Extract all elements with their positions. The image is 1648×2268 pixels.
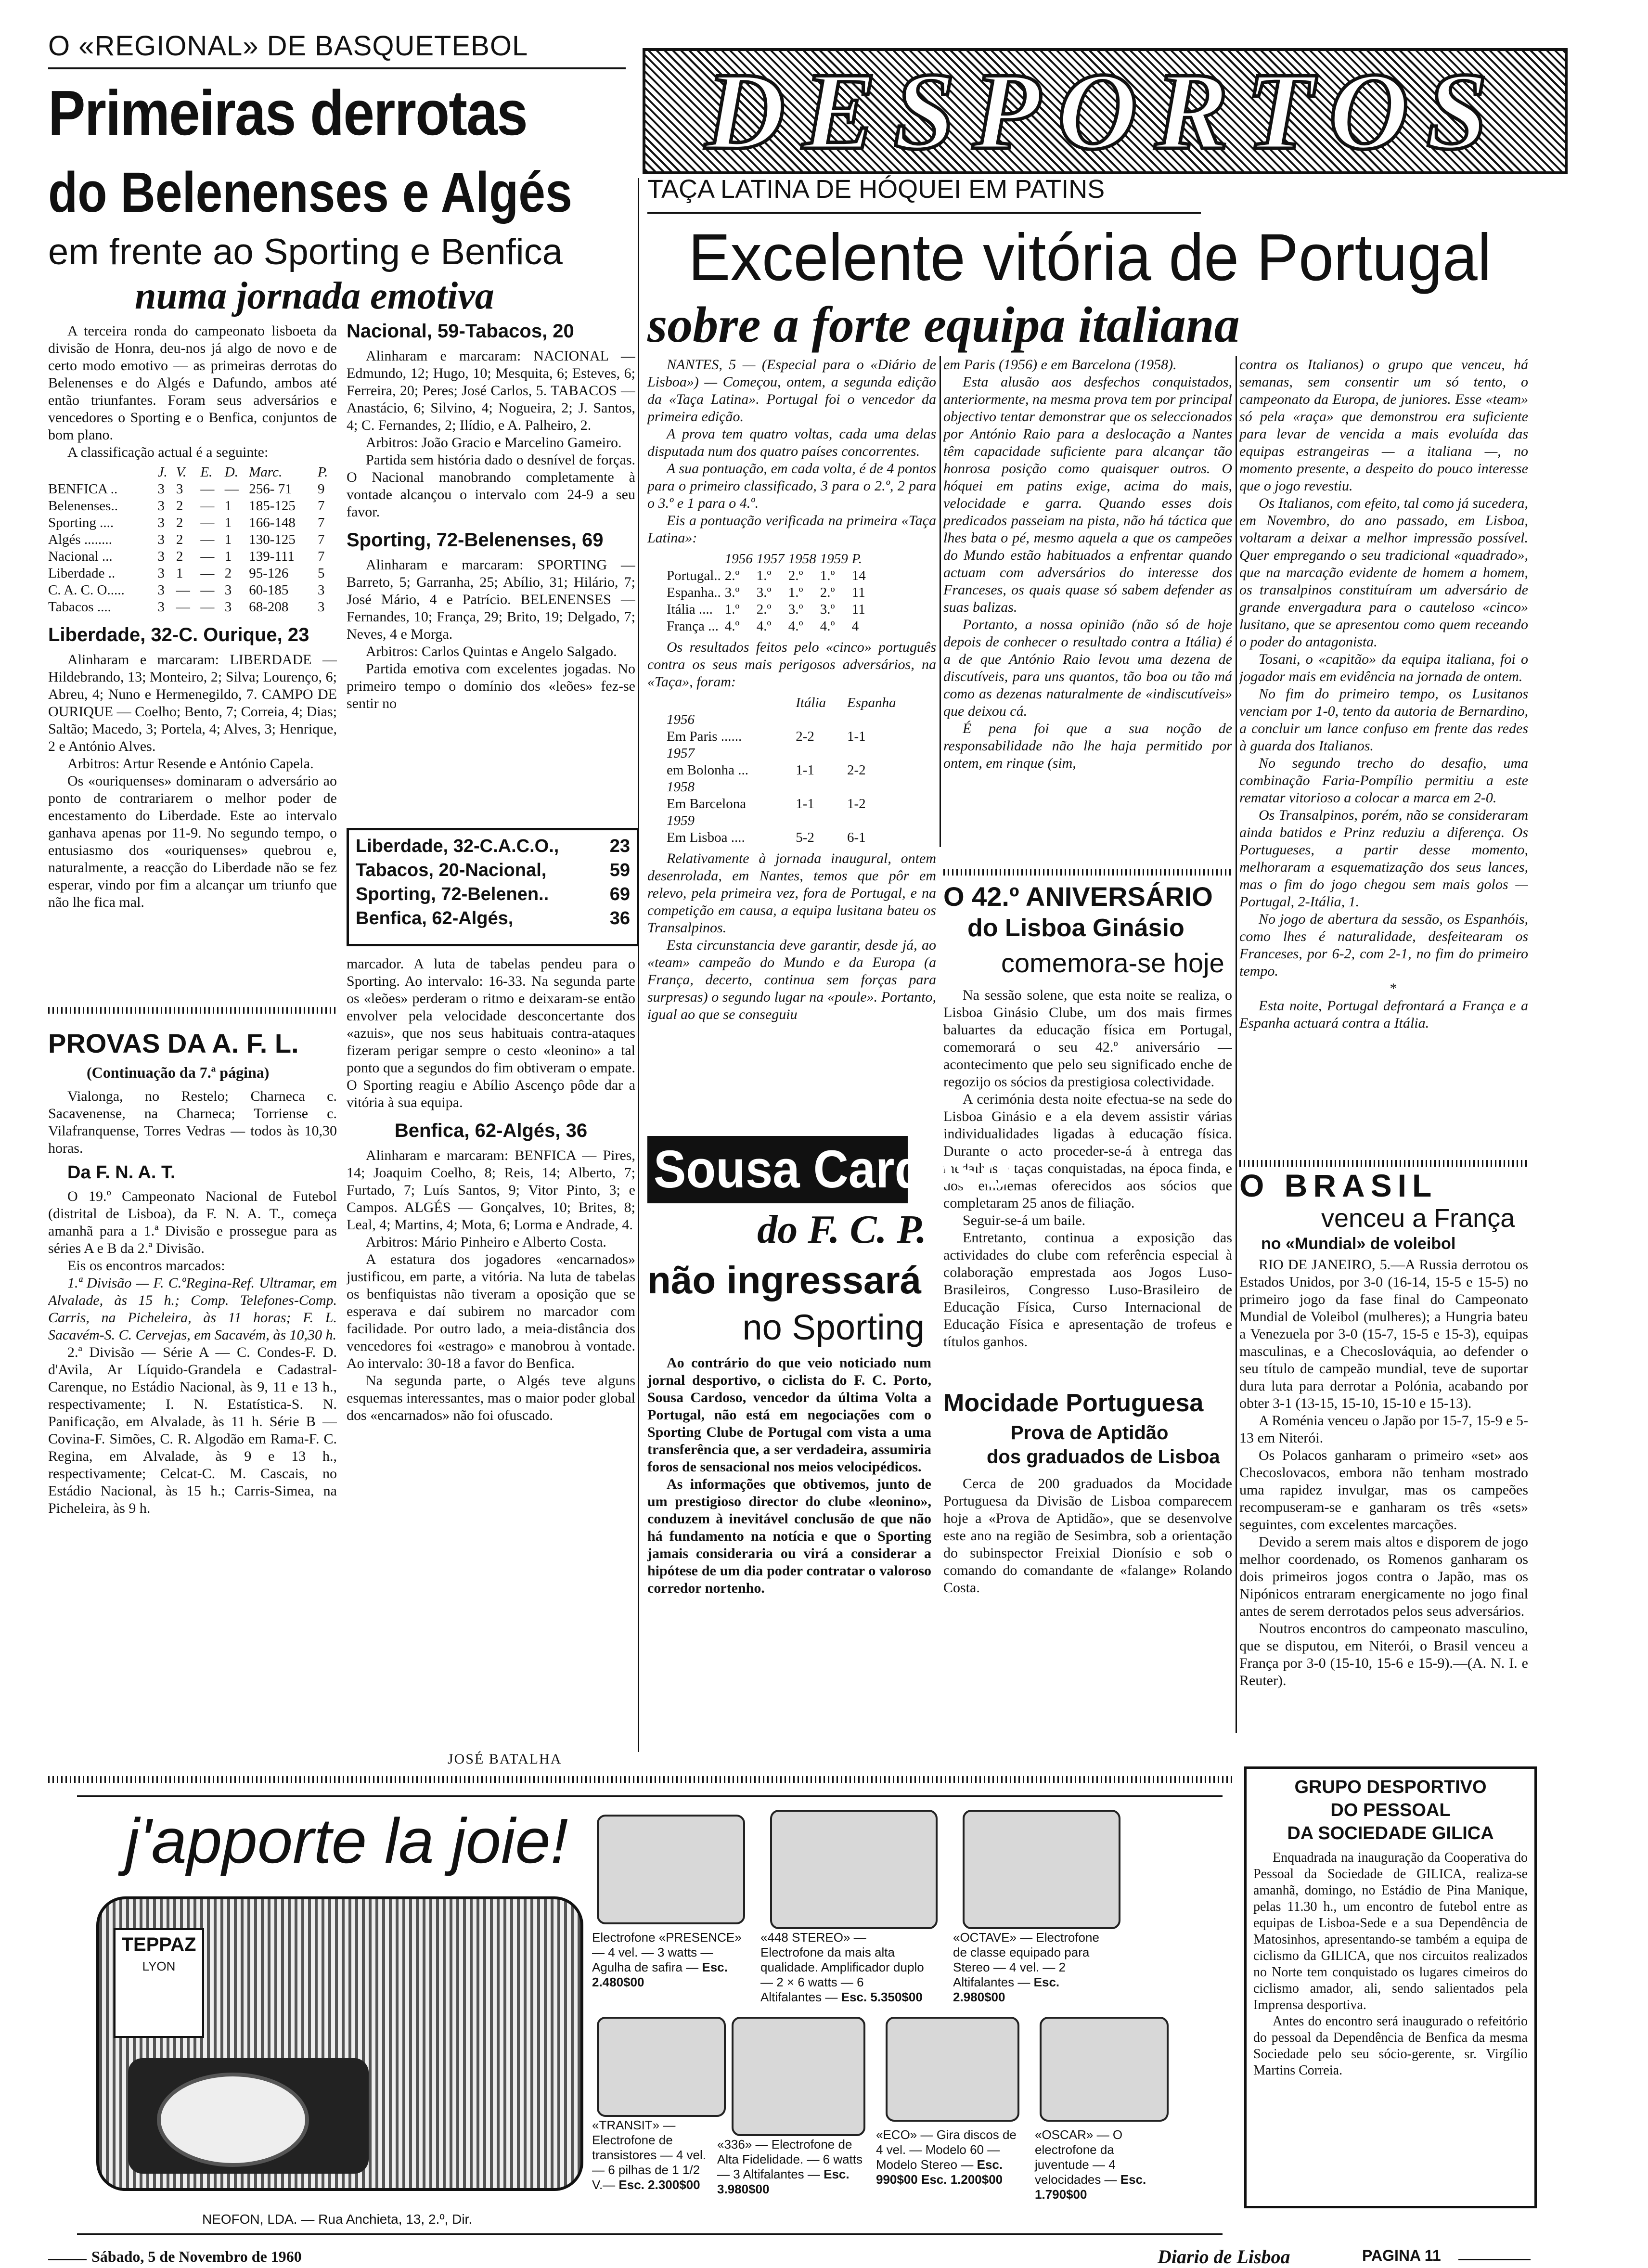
sporting-referees: Arbitros: Carlos Quintas e Angelo Salgado. (366, 644, 617, 659)
basket-intro: A terceira ronda do campeonato lisboeta da divisão de Honra, deu-nos já algo de novo e de certo modo emotivo — as primeiras derrotas do Belenenses e do Algés e Dafundo, ambos até então triunfantes. Foram seus adversários e vencedores o Sporting e o Benfica, conjuntos de bom plano. (48, 323, 337, 443)
brasil-sub-2: no «Mundial» de voleibol (1261, 1235, 1456, 1253)
cardoso-body (647, 1354, 931, 1597)
class-row: C. A. C. O..... 3 — — 3 60-185 3 (48, 582, 325, 598)
result-row: Liberdade, 32-C.A.C.O., 23 (356, 836, 630, 856)
brasil-text-5: Noutros encontros do campeonato masculino, que se disputou, em Niterói, o Brasil venceu a França por 3-0 (15-10, 15-6 e 15-9).—(A. N. I. e Reuter). (1239, 1621, 1528, 1688)
class-table (48, 464, 337, 616)
brand-logo: TEPPAZ LYON (114, 1928, 204, 2038)
kicker-rule (48, 67, 626, 69)
benfica-lineup: Alinharam e marcaram: BENFICA — Pires, 14; Joaquim Coelho, 8; Reis, 14; Alberto, 7; Furtado, 7; Luís Santos, 9; Vitor Pinto, 3; e Campos. ALGÉS — Gonçalves, 10; Brites, 8; Leal, 4; Martins, 4; Mota, 6; Lorma e Andrade, 4. (347, 1147, 635, 1233)
class-row: Tabacos .... 3 — — 3 68-208 3 (48, 599, 325, 615)
afl-sub: (Continuação da 7.ª página) (87, 1064, 270, 1081)
res-row: 1958 (667, 779, 695, 795)
col-divider (1236, 356, 1237, 1733)
masthead-title: DESPORTOS (705, 50, 1505, 172)
taca-c1f: Relativamente à jornada inaugural, ontem desenrolada, em Nantes, temos que pôr em relevo, pela primeira vez, fora de Portugal, e na competição em causa, a equipa lusitana bateu os Transalpinos. (647, 850, 936, 936)
product-eco: «ECO» — Gira discos de 4 vel. — Modelo 60 — Modelo Stereo — Esc. 990$00 Esc. 1.200$00 (876, 2127, 1017, 2187)
ad-separator (48, 1776, 1232, 1783)
aniv-title-3: comemora-se hoje (1001, 948, 1224, 978)
cardoso-h2: do F. C. P. (757, 1207, 927, 1252)
res-header: Itália Espanha (796, 695, 896, 710)
taca-c1a: NANTES, 5 — (Especial para o «Diário de Lisboa») — Começou, ontem, a segunda edição da «Taça Latina». Portugal foi o vencedor da primeira edição. (647, 357, 936, 425)
fnat-text4: 2.ª Divisão — Série A — C. Condes-F. D. d'Avila, Ar Líquido-Grandela e Cadastral-Carenque, no Estádio Nacional, às 9, 11 e 13 h., respectivamente; I. N. Estatística-S. N. Panificação, em Alvalade, às 11 h. Série B — Covina-F. Simões, C. R. Algodão em Rama-F. C. Regina, em Alvalade, às 9 e 13 h., respectivamente; Celcat-C. M. Cascais, no Estádio Nacional, às 15 h.; Carris-Simea, na Picheleira, às 9 h. (48, 1344, 337, 1516)
taca-results-table (667, 695, 927, 846)
liberdade-report: Os «ouriquenses» dominaram o adversário ao ponto de contrariarem o melhor poder de encestamento do Liberdade. Este ao intervalo ganhava apenas por 11-9. No segundo tempo, o entusiasmo dos «ouriquenses» quebrou e, naturalmente, a reacção do Liberdade não se fez esperar, vindo por fim a alcançar um triunfo que não lhe fica mal. (48, 773, 337, 910)
product-transit-image (597, 2017, 726, 2117)
gilica-title: GRUPO DESPORTIVO (1294, 1777, 1487, 1797)
fnat-title: Da F. N. A. T. (67, 1162, 176, 1183)
afl-column (48, 1088, 337, 1762)
footer-date: Sábado, 5 de Novembro de 1960 (91, 2248, 302, 2265)
taca-c1b: A prova tem quatro voltas, cada uma delas disputada num dos quatro países concorrentes. (647, 426, 936, 459)
class-row: Nacional ... 3 2 — 1 139-111 7 (48, 549, 325, 564)
left-separator (48, 1007, 337, 1014)
footer-page: PAGINA 11 (1362, 2247, 1441, 2264)
basquetebol-kicker: O «REGIONAL» DE BASQUETEBOL (48, 30, 528, 62)
product-octave: «OCTAVE» — Electrofone de classe equipado para Stereo — 4 vel. — 2 Altifalantes — Esc. 2.980$00 (953, 1930, 1099, 2004)
teppaz-ad (77, 1800, 1223, 2233)
col-divider (638, 178, 639, 1752)
benfica-title: Benfica, 62-Algés, 36 (394, 1120, 588, 1141)
gilica-box (1244, 1766, 1537, 2208)
aniv-t4: Entretanto, continua a exposição das actividades do clube com referência especial à colaboração emprestada aos Jogos Luso-Brasileiros, Congresso Luso-Brasileiro de Educação Física, Curso Internacional de Educação Física e apresentação de trofeus e títulos ganhos. (943, 1230, 1232, 1350)
pts-row: França ... 4.º 4.º 4.º 4.º 4 (667, 619, 859, 634)
class-header-row: J. V. E. D. Marc. P. (157, 464, 328, 480)
taca-c3c: Tosani, o «capitão» da equipa italiana, foi o jogador mais em evidência na jornada de ontem. (1239, 651, 1528, 684)
product-448: «448 STEREO» — Electrofone da mais alta qualidade. Amplificador duplo — 2 × 6 watts — 6 Altifalantes — Esc. 5.350$00 (760, 1930, 924, 2004)
basket-mid-column (347, 318, 635, 813)
taca-c1e: Os resultados feitos pelo «cinco» português contra os seus mais perigosos adversários, na «Taça», foram: (647, 639, 936, 690)
brasil-title: O BRASIL (1239, 1168, 1438, 1203)
taca-c3f: Os Transalpinos, porém, não se consideraram ainda batidos e Prinz reduziu a diferença. Os Portugueses, a partir desse momento, melhoraram a esquematização dos seus lances, mas o fim do jogo chegou sem mais golos — Portugal, 2-Itália, 1. (1239, 807, 1528, 910)
taca-col-2 (943, 356, 1232, 862)
class-row: Sporting .... 3 2 — 1 166-148 7 (48, 515, 325, 530)
mocidade-text: Cerca de 200 graduados da Mocidade Portuguesa da Divisão de Lisboa comparecem hoje a «Prova de Aptidão», que se desenvolve este ano na região de Sesimbra, sob a orientação do subinspector Freixial Dionísio e sob o comando do comandante de «falange» Rolando Costa. (943, 1476, 1232, 1596)
res-row: 1957 (667, 746, 695, 761)
afl-title: PROVAS DA A. F. L. (48, 1028, 299, 1058)
cardoso-h1: Sousa Cardoso (647, 1136, 908, 1203)
nacional-lineup: Alinharam e marcaram: NACIONAL — Edmundo, 12; Hugo, 10; Mesquita, 6; Esteves, 6; Ferreira, 20; Peres; José Carlos, 5. TABACOS — Anastácio, 6; Silvino, 4; Nogueira, 2; J. Santos, 4; C. Fernandes, 2; Ilídio, e A. Palheiro, 2. (347, 348, 635, 433)
pts-row: Itália .... 1.º 2.º 3.º 3.º 11 (667, 602, 865, 617)
taca-headline: Excelente vitória de Portugal (688, 220, 1492, 295)
sporting-lineup: Alinharam e marcaram: SPORTING — Barreto, 5; Garranha, 25; Abílio, 31; Hilário, 7; José Mário, 4 e Patrício. BELENENSES — Fernandes, 10; França, 29; Brito, 19; Delgado, 7; Neves, 4 e Morga. (347, 557, 635, 642)
brasil-separator (1239, 1160, 1528, 1167)
basket-mid-column-2 (347, 955, 635, 1735)
gilica-title-3: DA SOCIEDADE GILICA (1287, 1823, 1494, 1843)
liberdade-title: Liberdade, 32-C. Ourique, 23 (48, 624, 309, 645)
result-row: Tabacos, 20-Nacional, 59 (356, 860, 630, 880)
taca-headline-2: sobre a forte equipa italiana (647, 296, 1240, 353)
benfica-report-2: Na segunda parte, o Algés teve alguns esquemas interessantes, mas o maior poder global dos «encarnados» não foi ofuscado. (347, 1373, 635, 1423)
results-box (347, 828, 639, 946)
ad-border-top (77, 1795, 1223, 1797)
gilica-title-2: DO PESSOAL (1330, 1800, 1451, 1820)
taca-c1d: Eis a pontuação verificada na primeira «Taça Latina»: (647, 513, 936, 546)
brasil-column (1239, 1256, 1528, 1762)
pts-row: Espanha.. 3.º 3.º 1.º 2.º 11 (667, 585, 865, 600)
ad-border-bottom (77, 2233, 1223, 2235)
ad-footer: NEOFON, LDA. — Rua Anchieta, 13, 2.º, Dir. (202, 2212, 473, 2227)
class-row: Liberdade .. 3 1 — 2 95-126 5 (48, 566, 325, 581)
afl-text: Vialonga, no Restelo; Charneca c. Sacavenense, na Charneca; Torriense c. Vilafranquense, Torres Vedras — todos às 10,30 horas. (48, 1088, 337, 1156)
headline-primeiras: Primeiras derrotas (48, 77, 527, 148)
class-intro: A classificação actual é a seguinte: (67, 444, 269, 460)
sporting-report-cont: marcador. A luta de tabelas pendeu para o Sporting. Ao intervalo: 16-33. Na segunda parte os «leões» perderam o ritmo e deixaram-se então envolver pela velocidade desconcertante dos «azuis», que nos seus habituais contra-ataques fizeram perigar sempre o cesto «leonino» a tal ponto que a segundos do fim obtiveram o empate. O Sporting reagiu e Abílio Ascenço pôde dar a vitória à sua equipa. (347, 956, 635, 1110)
aniv-t2: A cerimónia desta noite efectua-se na sede do Lisboa Ginásio e a ela devem assistir várias individualidades ligadas à educação física. Durante o acto proceder-se-á à entrega das medalhas e taças conquistadas, na época finda, e dos emblemas oferecidos aos sócios que completaram 25 anos de filiação. (943, 1091, 1232, 1211)
res-row: 1956 (667, 712, 695, 727)
brasil-text-4: Devido a serem mais altos e disporem de jogo melhor coordenado, os Romenos ganharam os dois primeiros jogos contra o Japão, mas os Nipónicos entraram energicamente no jogo final antes de serem derrotados pelos seus adversários. (1239, 1534, 1528, 1619)
result-row: Sporting, 72-Belenen.. 69 (356, 884, 630, 904)
taca-c2c: Portanto, a nossa opinião (não só de hoje depois de conhecer o resultado contra a Itália) é a de que António Raio levou uma dezena de discutíveis, para uns quantos, tão boa ou tão má como as dezenas naturalmente de «indiscutíveis» que deixou cá. (943, 617, 1232, 719)
footer-rule-right (1458, 2259, 1531, 2260)
taca-col-3: contra os Italianos) o grupo que venceu, há semanas, sem consentir um só tento, o campeonato da Europa, de juniores. Esse «team» só pela «raça» que demonstrou era suficiente para levar de vencida a mais evoluída das equipas estrangeiras — a italiana —, no momento presente, a despeito do pouco interesse que o jogo revestiu. Os Italianos, com efeito, tal como já sucedera, em Novembro, do ano passado, em Lisboa, voltaram a deixar a melhor impressão possível. Quer empregando o seu tradicional «quadrado», que na marcação evidente de homem a homem, os transalpinos constituíram um adversário de grande envergadura para o cauteloso «cinco» lusitano, que se apresentou como quem receando o poder do antagonista. Tosani, o «capitão» da equipa italiana, foi o jogador mais em evidência na jornada de ontem. No fim do primeiro tempo, os Lusitanos venciam por 1-0, tento da autoria de Bernardino, a concluir um lance confuso em frente das redes à guarda dos Italianos. No segundo trecho do desafio, uma combinação Faria-Pompílio permitiu a este rematar vitorioso a colocar a marca em 2-0. Os Transalpinos, porém, não se consideraram ainda batidos e Prinz reduziu a diferença. Os Portugueses, a partir desse momento, melhoraram a esquematização dos seus lances, mas o fim do jogo chegou sem mais golos — Portugal, 2-Itália, 1. No jogo de abertura da sessão, os Espanhóis, como lhes é naturalidade, desfeitearam os Franceses, por 6-2, com 2-1, no fim do primeiro tempo. * Esta noite, Portugal defrontará a França e a Espanha actuará contra a Itália. (1239, 357, 1528, 1031)
product-336-image (732, 2017, 865, 2136)
product-eco-image (886, 2017, 1019, 2122)
taca-c3a: contra os Italianos) o grupo que venceu, há semanas, sem consentir um só tento, o campeonato da Europa, de juniores. Esse «team» só pela «raça» que demonstrou era suficiente para levar de vencida a mais evoluída das equipas estrangeiras — a italiana —, no momento presente, a despeito do pouco interesse que o jogo revestiu. (1239, 357, 1528, 494)
aniv-t3: Seguir-se-á um baile. (963, 1212, 1086, 1228)
fnat-text3: 1.ª Divisão — F. C.ºRegina-Ref. Ultramar, em Alvalade, às 15 h.; Comp. Telefones-Comp. Carris, na Picheleira, às 11 horas; F. L. Sacavém-S. C. Cervejas, em Sacavém, às 10,30 h. (48, 1275, 337, 1343)
nacional-report: Partida sem história dado o desnível de forças. O Nacional manobrando completamente à vontade alcançou o intervalo com 24-9 a seu favor. (347, 452, 635, 520)
product-transit: «TRANSIT» — Electrofone de transistores — 4 vel. — 6 pilhas de 1 1/2 V.— Esc. 2.300$00 (592, 2118, 706, 2192)
cardoso-h3: não ingressará (647, 1259, 922, 1302)
cardoso-t2: As informações que obtivemos, junto de um prestigioso director do clube «leonino», conduzem à inevitável conclusão de que não há fundamento na notícia e que o Sporting jamais consideraria ou virá a considerar a hipótese de um dia poder contratar o valoroso corredor nortenho. (647, 1476, 931, 1596)
brasil-sub: venceu a França (1321, 1204, 1515, 1233)
taca-points-table (667, 551, 870, 635)
pts-row: Portugal.. 2.º 1.º 2.º 1.º 14 (667, 568, 866, 583)
res-row: em Bolonha ... 1-1 2-2 (667, 762, 866, 778)
sporting-title: Sporting, 72-Belenenses, 69 (347, 529, 604, 551)
taca-c3d: No fim do primeiro tempo, os Lusitanos venciam por 1-0, tento da autoria de Bernardino, a concluir um lance confuso em frente das redes à guarda dos Italianos. (1239, 686, 1528, 754)
gilica-text: Enquadrada na inauguração da Cooperativa do Pessoal da Sociedade de GILICA, realiza-se amanhã, domingo, no Estádio de Pina Manique, pelas 11.30 h., um encontro de futebol entre as equipas de Lisboa-Sede e a sua Dependência de Matosinhos, apresentando-se também a equipa de ciclismo da GILICA, que nos circuitos realizados no Norte tem conquistado os lugares cimeiros do ciclismo amador, ali, sendo salientados pela Imprensa desportiva. (1253, 1850, 1528, 2012)
result-row: Benfica, 62-Algés, 36 (356, 908, 630, 928)
turntable (128, 2058, 369, 2174)
taca-c3h: Esta noite, Portugal defrontará a França e a Espanha actuará contra a Itália. (1239, 998, 1528, 1031)
class-row: Belenenses.. 3 2 — 1 185-125 7 (48, 498, 325, 514)
taca-c1g: Esta circunstancia deve garantir, desde já, ao «team» campeão do Mundo e da Europa (a França, decerto, continua sem forças para surpresas) o segundo lugar na «poule». Portanto, igual ao que se conseguiu (647, 937, 936, 1022)
cardoso-h4: no Sporting (742, 1307, 925, 1347)
taca-c3g: No jogo de abertura da sessão, os Espanhóis, como lhes é naturalidade, desfeitearam os Franceses, por 6-2, com 2-1, no fim do primeiro tempo. (1239, 911, 1528, 979)
res-row: Em Barcelona 1-1 1-2 (667, 796, 866, 812)
mocidade-title: Mocidade Portuguesa (943, 1389, 1204, 1417)
product-presence-image (597, 1815, 745, 1924)
footer-rule-left (48, 2259, 87, 2260)
class-row: Algés ........ 3 2 — 1 130-125 7 (48, 532, 325, 547)
footer-paper: Diario de Lisboa (1158, 2246, 1290, 2268)
aniv-title-2: do Lisboa Ginásio (967, 914, 1184, 942)
benfica-report: A estatura dos jogadores «encarnados» justificou, em parte, a vitória. Na luta de tabelas os benfiquistas não tiveram a oposição que se esperava e daí subirem no marcador com facilidade. Por outro lado, a meia-distância dos vencedores foi «estrago» e manobrou à vontade. Ao intervalo: 30-18 a favor do Benfica. (347, 1251, 635, 1371)
liberdade-referees: Arbitros: Artur Resende e António Capela. (67, 756, 314, 772)
fnat-text2: Eis os encontros marcados: (67, 1258, 225, 1274)
taca-c2b: Esta alusão aos desfechos conquistados, anteriormente, na mesma prova tem por principal objectivo tentar demonstrar que os seleccionados por António Raio para a deslocação a Nantes têm capacidade suficiente para alcançar tão honrosa posição como quaisquer outros. O hóquei em patins exige, acima do mais, velocidade e garra. Quando esses dois predicados passeiam na pista, não há táctica que lhes bata o pé, mesmo aquela a que os campeões do Mundo estão habituados a enfrentar quando actuam com adversários do interesse dos Franceses, os quais quase só sabem defender as suas balizas. (943, 374, 1232, 615)
taca-rule (647, 212, 1201, 214)
nacional-referees: Arbitros: João Gracio e Marcelino Gameiro. (366, 435, 622, 451)
liberdade-lineup: Alinharam e marcaram: LIBERDADE — Hildebrando, 13; Monteiro, 2; Silva; Lourenço, 6; Abreu, 4; Nuno e Hermenegildo, 7. CAMPO DE OURIQUE — Coelho; Bento, 7; Correia, 4; Dias; Saltão; Macedo, 3; Portela, 4; Alves, 3; Henrique, 2 e António Alves. (48, 652, 337, 754)
taca-c2d: É pena foi que a sua noção de responsabilidade não lhe haja permitido por ontem, em rinque (sim, (943, 721, 1232, 771)
headline-belenenses: do Belenenses e Algés (48, 161, 572, 224)
teppaz-radiogram (96, 1896, 583, 2191)
mocidade-column (943, 1475, 1232, 1726)
basket-intro-column (48, 322, 337, 948)
cardoso-t1: Ao contrário do que veio noticiado num jornal desportivo, o ciclista do F. C. Porto, Sousa Cardoso, vencedor da última Volta a Portugal, não está em negociações com o Sporting Clube de Portugal com vista a uma transferência que, a ser verdadeira, assumiria foros de sensacional nos meios velocipédicos. (647, 1355, 931, 1475)
res-row: Em Lisboa .... 5-2 6-1 (667, 830, 866, 845)
aniv-title: O 42.º ANIVERSÁRIO (943, 881, 1213, 912)
ad-slogan: j'apporte la joie! (125, 1805, 568, 1876)
col-divider (940, 356, 941, 847)
brasil-text: RIO DE JANEIRO, 5.—A Russia derrotou os Estados Unidos, por 3-0 (16-14, 15-5 e 15-5) no primeiro jogo da fase final do Campeonato Mundial de Voleibol (mulheres); a Hungria bateu a Venezuela por 3-0 (15-7, 15-5 e 15-3), equipas masculinas, e a Checoslováquia, ao defender o seu título de campeão mundial, teve de suportar dura luta para derrotar a Polónia, acabando por obter 3-1 (13-15, 15-10, 15-10 e 15-13). (1239, 1257, 1528, 1411)
fnat-text: O 19.º Campeonato Nacional de Futebol (distrital de Lisboa), da F. N. A. T., começa amanhã para a 1.ª Divisão e prossegue para as séries A e B da 2.ª Divisão. (48, 1188, 337, 1256)
brasil-text-3: Os Polacos ganharam o primeiro «set» aos Checoslovacos, embora não tenham mostrado uma rapidez invulgar, mas os campeões recompuseram-se e ganharam os três «sets» seguintes, com excelentes marcações. (1239, 1447, 1528, 1533)
nacional-title: Nacional, 59-Tabacos, 20 (347, 321, 574, 342)
res-row: 1959 (667, 813, 695, 828)
taca-c1c: A sua pontuação, em cada volta, é de 4 pontos para o primeiro classificado, 3 para o 2.º, 2 para o 3.º e 1 para o 4.º. (647, 461, 936, 511)
product-oscar-image (1040, 2017, 1169, 2122)
taca-col-1 (647, 356, 936, 1117)
headline-jornada: numa jornada emotiva (135, 275, 494, 317)
taca-c2a: em Paris (1956) e em Barcelona (1958). (943, 357, 1177, 373)
res-row: Em Paris ...... 2-2 1-1 (667, 729, 866, 744)
signature: JOSÉ BATALHA (448, 1751, 562, 1767)
cardoso-box (647, 1136, 1011, 1742)
taca-kicker: TAÇA LATINA DE HÓQUEI EM PATINS (647, 175, 1105, 204)
class-row: BENFICA .. 3 3 — — 256- 71 9 (48, 481, 325, 497)
aniv-t1: Na sessão solene, que esta noite se realiza, o Lisboa Ginásio Clube, um dos mais firmes baluartes da educação física em Portugal, comemorará o seu 42.º aniversário — acontecimento que pelo seu significado enche de regozijo os sócios da prestigiosa colectividade. (943, 987, 1232, 1090)
aniv-separator (943, 869, 1232, 876)
benfica-referees: Arbitros: Mário Pinheiro e Alberto Costa. (366, 1234, 606, 1250)
product-448-image (770, 1810, 938, 1929)
taca-c3b: Os Italianos, com efeito, tal como já sucedera, em Novembro, do ano passado, em Lisboa, voltaram a deixar a melhor impressão possível. Quer empregando o seu tradicional «quadrado», que na marcação evidente de homem a homem, os transalpinos constituíram um adversário de grande envergadura para o cauteloso «cinco» lusitano, que se apresentou como quem receando o poder do antagonista. (1239, 495, 1528, 650)
product-oscar: «OSCAR» — O electrofone da juventude — 4 velocidades — Esc. 1.790$00 (1035, 2127, 1146, 2202)
product-octave-image (963, 1810, 1120, 1929)
mocidade-sub: Prova de Aptidão (1011, 1422, 1169, 1443)
mocidade-sub-2: dos graduados de Lisboa (987, 1446, 1220, 1468)
desportos-masthead (643, 48, 1568, 174)
taca-c3e: No segundo trecho do desafio, uma combinação Faria-Pompílio permitiu a este rematar vitorioso a colocar a marca em 2-0. (1239, 755, 1528, 806)
headline-frente: em frente ao Sporting e Benfica (48, 232, 563, 272)
product-336: «336» — Electrofone de Alta Fidelidade. — 6 watts — 3 Altifalantes — Esc. 3.980$00 (717, 2137, 863, 2196)
sporting-report: Partida emotiva com excelentes jogadas. No primeiro tempo o domínio dos «leões» fez-se sentir no (347, 661, 635, 711)
brasil-text-2: A Roménia venceu o Japão por 15-7, 15-9 e 5-13 em Niterói. (1239, 1413, 1528, 1446)
gilica-text-2: Antes do encontro será inaugurado o refeitório do pessoal da Dependência de Benfica da mesma Sociedade pelo seu sócio-gerente, sr. Virgílio Martins Correia. (1253, 2014, 1528, 2078)
pts-header: 1956 1957 1958 1959 P. (724, 551, 863, 567)
product-presence: Electrofone «PRESENCE» — 4 vel. — 3 watts — Agulha de safira — Esc. 2.480$00 (592, 1930, 742, 1989)
